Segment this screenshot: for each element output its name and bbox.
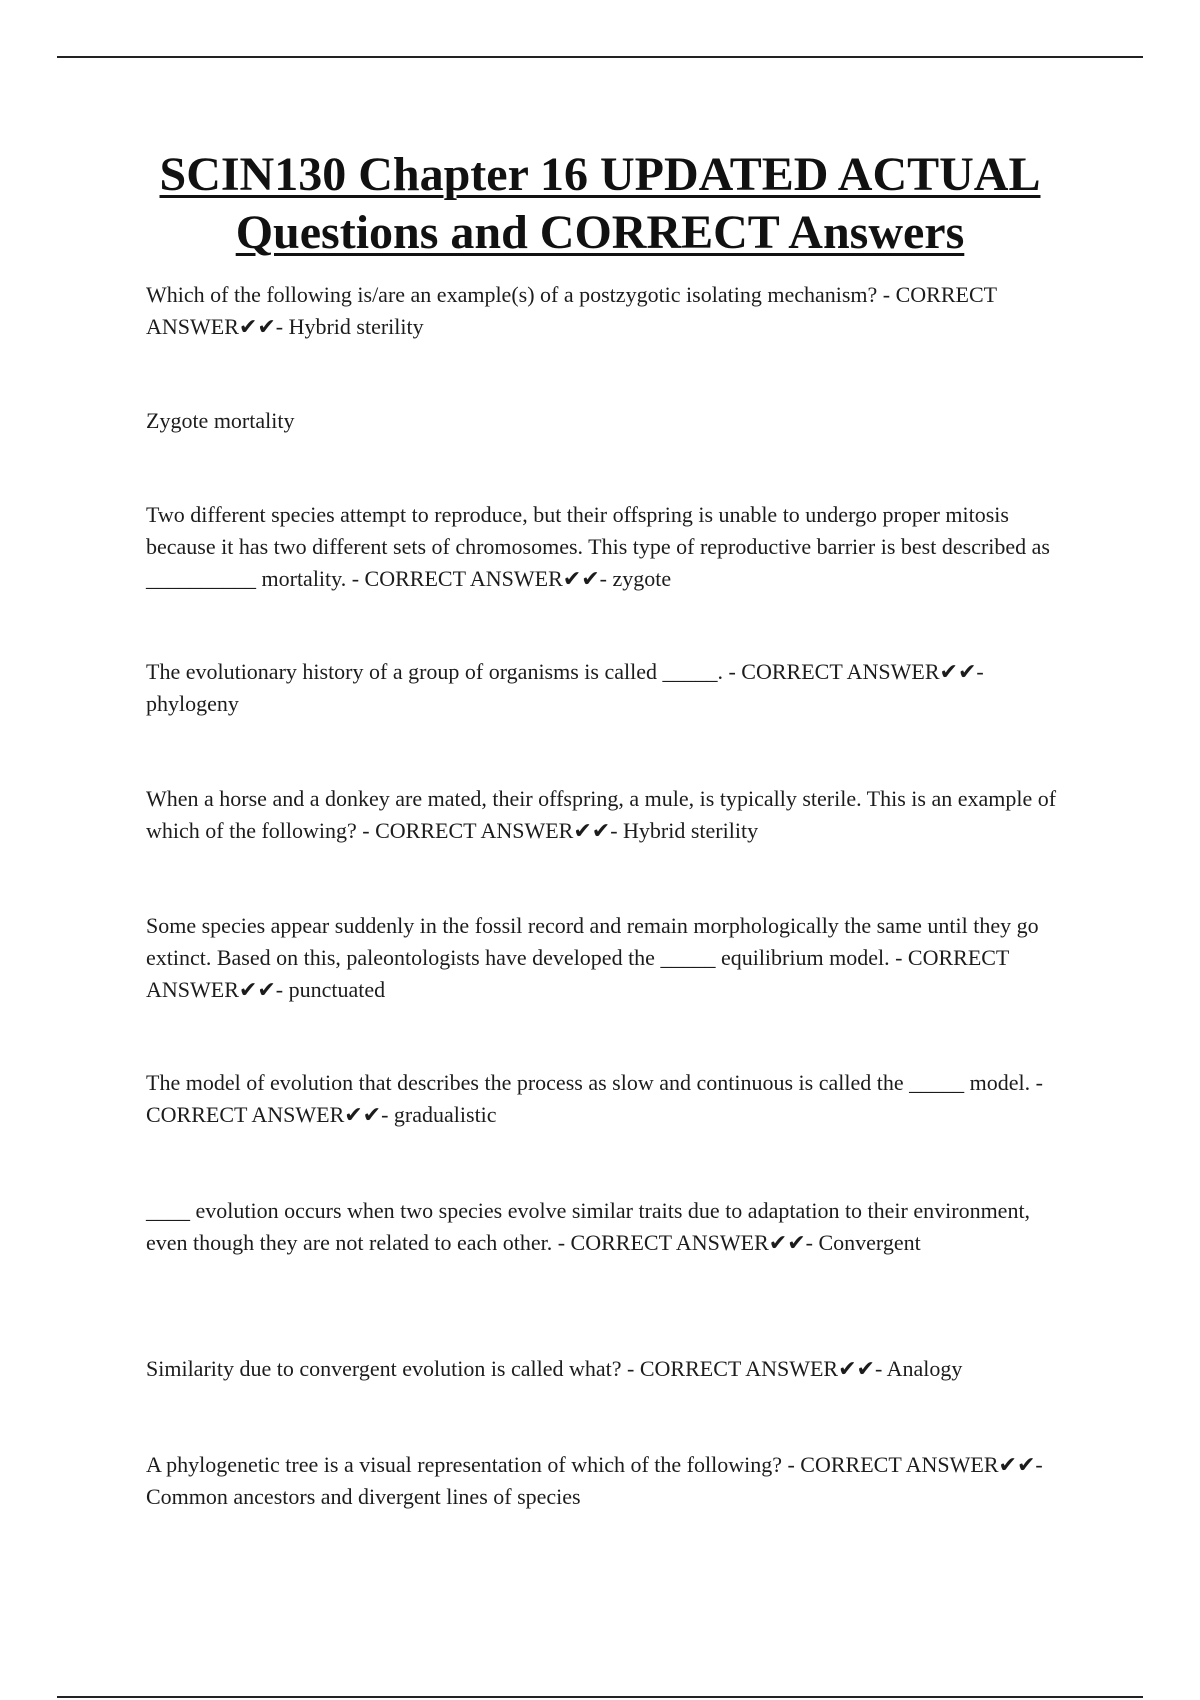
qa-item-6: Some species appear suddenly in the fossil record and remain morphologically the same until they go extinct. Based on this, paleontologists have developed the _____ equilibrium model. - CORRECT ANSWER✔✔- punctuated xyxy=(146,913,1039,1002)
bottom-rule xyxy=(57,1696,1143,1698)
qa-item-7: The model of evolution that describes the process as slow and continuous is called the _____ model. - CORRECT ANSWER✔✔- gradualistic xyxy=(146,1070,1043,1127)
title-line-1: SCIN130 Chapter 16 UPDATED ACTUAL xyxy=(159,148,1041,201)
qa-item-9: Similarity due to convergent evolution is called what? - CORRECT ANSWER✔✔- Analogy xyxy=(146,1356,963,1381)
qa-item-5: When a horse and a donkey are mated, their offspring, a mule, is typically sterile. This is an example of which of the following? - CORRECT ANSWER✔✔- Hybrid sterility xyxy=(146,786,1057,843)
title-line-2: Questions and CORRECT Answers xyxy=(235,206,965,259)
qa-item-8: ____ evolution occurs when two species evolve similar traits due to adaptation to their environment, even though they are not related to each other. - CORRECT ANSWER✔✔- Convergent xyxy=(146,1198,1031,1255)
document-title xyxy=(100,146,1100,262)
qa-item-1: Which of the following is/are an example(s) of a postzygotic isolating mechanism? - CORRECT ANSWER✔✔- Hybrid sterility xyxy=(146,282,997,339)
top-rule xyxy=(57,56,1143,58)
qa-item-4: The evolutionary history of a group of organisms is called _____. - CORRECT ANSWER✔✔- phylogeny xyxy=(146,659,984,716)
qa-item-2: Zygote mortality xyxy=(146,408,295,433)
qa-item-10: A phylogenetic tree is a visual representation of which of the following? - CORRECT ANSWER✔✔- Common ancestors and divergent lines of species xyxy=(146,1452,1043,1509)
qa-item-3: Two different species attempt to reproduce, but their offspring is unable to undergo proper mitosis because it has two different sets of chromosomes. This type of reproductive barrier is best described as __________ mortality. - CORRECT ANSWER✔✔- zygote xyxy=(146,502,1050,591)
